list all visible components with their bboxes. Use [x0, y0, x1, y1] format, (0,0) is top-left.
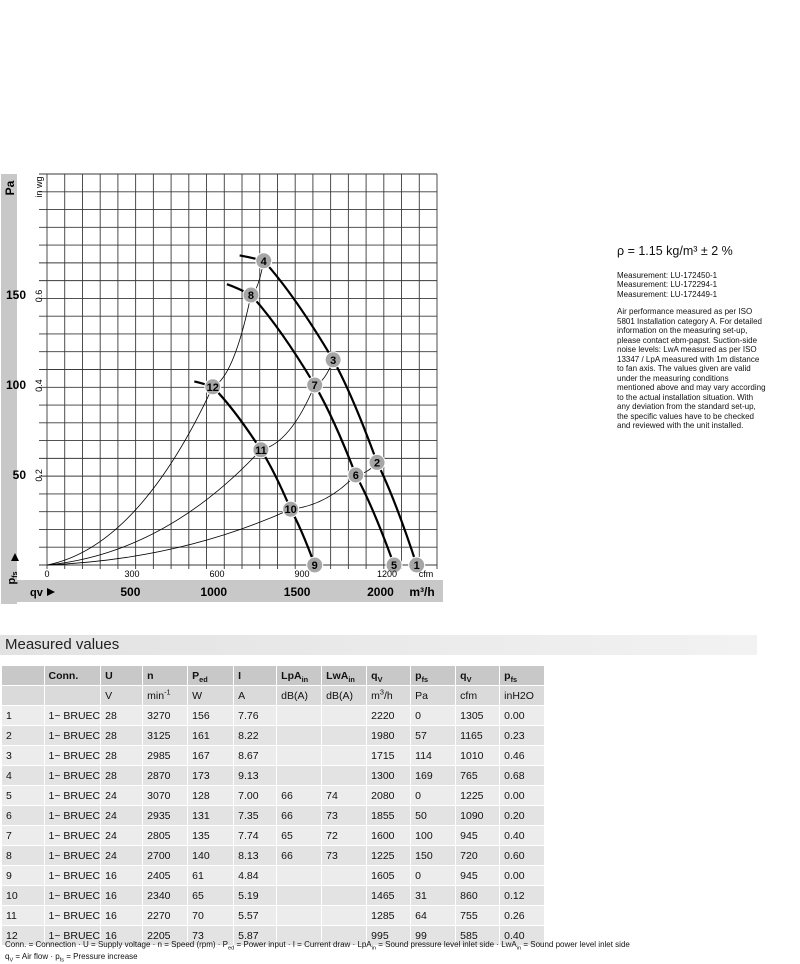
unit-cell: [234, 686, 277, 706]
table-row: [2, 906, 545, 926]
table-cell: 16: [101, 926, 143, 946]
unit-label: W: [192, 689, 203, 702]
table-cell: 24: [101, 846, 143, 866]
table-cell: [277, 726, 322, 746]
table-cell: 70: [188, 906, 234, 926]
table-cell: 4: [2, 766, 44, 786]
unit-label: min: [147, 689, 165, 702]
table-cell: 7.00: [234, 786, 277, 806]
table-cell: 1~ BRUEC: [44, 726, 101, 746]
table-cell: 0.00: [500, 866, 545, 886]
unit-cell: [367, 686, 411, 706]
x-tick-label-m3h: 1000: [200, 585, 228, 599]
table-cell: 1980: [367, 726, 411, 746]
table-cell: [322, 886, 367, 906]
table-cell: 74: [322, 786, 367, 806]
y-axis-title-inwg: in wg: [34, 176, 44, 198]
table-cell: 7.74: [234, 826, 277, 846]
y-tick-label-inwg: 0.6: [34, 289, 44, 303]
table-cell: 61: [188, 866, 234, 886]
table-cell: 1305: [456, 706, 500, 726]
column-header: [500, 666, 545, 686]
table-cell: 7.76: [234, 706, 277, 726]
marker-label: 2: [373, 457, 381, 470]
table-cell: 1: [2, 706, 44, 726]
column-header-label: q: [460, 669, 467, 682]
table-cell: 28: [101, 746, 143, 766]
table-cell: 1~ BRUEC: [44, 786, 101, 806]
table-cell: 9.13: [234, 766, 277, 786]
table-cell: 65: [188, 886, 234, 906]
table-cell: 9: [2, 866, 44, 886]
table-cell: 12: [2, 926, 44, 946]
operating-point-marker: [256, 253, 272, 269]
table-cell: 1855: [367, 806, 411, 826]
table-cell: 169: [411, 766, 456, 786]
x-unit-cfm: cfm: [418, 569, 434, 579]
table-units-row: [2, 686, 545, 706]
unit-label: dB(A): [281, 689, 308, 702]
marker-label: 9: [311, 560, 318, 572]
table-cell: 161: [188, 726, 234, 746]
table-cell: 3125: [143, 726, 188, 746]
table-cell: 0.68: [500, 766, 545, 786]
curves: [47, 255, 417, 565]
table-row: [2, 706, 545, 726]
x-tick-label-m3h: 500: [120, 585, 141, 599]
x-tick-label-cfm: 1200: [376, 569, 397, 579]
table-cell: 2205: [143, 926, 188, 946]
column-header: [234, 666, 277, 686]
table-legend: [5, 939, 630, 963]
column-header: [2, 666, 44, 686]
y-tick-label-pa: 100: [5, 378, 26, 392]
table-cell: 173: [188, 766, 234, 786]
table-cell: 1~ BRUEC: [44, 806, 101, 826]
unit-superscript: -1: [164, 687, 171, 696]
unit-cell: [143, 686, 188, 706]
unit-label: m: [371, 689, 380, 702]
column-header: [322, 666, 367, 686]
unit-cell: [101, 686, 143, 706]
marker-label: 1: [413, 560, 420, 572]
table-cell: [277, 886, 322, 906]
operating-point-marker: [205, 379, 221, 395]
table-cell: 73: [188, 926, 234, 946]
table-row: [2, 726, 545, 746]
table-cell: 1300: [367, 766, 411, 786]
table-cell: 5.57: [234, 906, 277, 926]
table-cell: 0.60: [500, 846, 545, 866]
operating-point-marker: [243, 287, 259, 303]
operating-point-marker: [325, 352, 341, 368]
table-cell: 73: [322, 846, 367, 866]
marker-label: 10: [284, 504, 297, 517]
system-curve: [47, 462, 377, 565]
system-curve: [47, 360, 333, 565]
column-header: [44, 666, 101, 686]
table-cell: 1~ BRUEC: [44, 846, 101, 866]
y-tick-label-pa: 50: [12, 468, 26, 482]
table-cell: 8.67: [234, 746, 277, 766]
table-cell: 995: [367, 926, 411, 946]
table-cell: 99: [411, 926, 456, 946]
table-cell: 28: [101, 726, 143, 746]
table-cell: 7: [2, 826, 44, 846]
column-header-label: p: [415, 669, 422, 682]
table-cell: 16: [101, 886, 143, 906]
table-cell: 2080: [367, 786, 411, 806]
column-header-label: P: [192, 669, 200, 682]
measured-values-table: [2, 666, 545, 946]
table-cell: 0.40: [500, 926, 545, 946]
legend-line-1: Conn. = Connection · U = Supply voltage · n = Speed $(rpm) \cdot P_{ed}$ = Power input · I = Current draw · LpA$_{in}$ = Sound pressure level inlet side · LwA$_{in}$ = Sound power level inlet side: [5, 940, 630, 952]
table-cell: 755: [456, 906, 500, 926]
operating-point-marker: [369, 454, 385, 470]
table-cell: 1~ BRUEC: [44, 866, 101, 886]
column-header-label: LpA: [281, 669, 302, 682]
column-header-label: p: [504, 669, 511, 682]
marker-label: 7: [311, 380, 318, 392]
table-cell: 0: [411, 786, 456, 806]
table-cell: 156: [188, 706, 234, 726]
table-cell: 31: [411, 886, 456, 906]
table-cell: 100: [411, 826, 456, 846]
column-header: [277, 666, 322, 686]
pfs-axis-symbol: pfs: [6, 571, 19, 585]
table-cell: 150: [411, 846, 456, 866]
table-cell: 5.87: [234, 926, 277, 946]
operating-point-markers: [205, 253, 425, 573]
table-cell: 1225: [456, 786, 500, 806]
column-header-label: LwA: [326, 669, 349, 682]
speed-curve: [227, 284, 394, 565]
table-row: [2, 886, 545, 906]
operating-point-marker: [307, 377, 323, 393]
table-cell: 8: [2, 846, 44, 866]
y-tick-label-pa: 150: [5, 288, 26, 302]
table-cell: 2805: [143, 826, 188, 846]
table-cell: 0.46: [500, 746, 545, 766]
table-cell: 0: [411, 706, 456, 726]
column-header-sub: V: [377, 674, 383, 684]
unit-label: Pa: [415, 689, 428, 702]
column-header: [456, 666, 500, 686]
table-cell: [322, 866, 367, 886]
table-cell: 1~ BRUEC: [44, 926, 101, 946]
measurement-id-1: Measurement: LU-172450-1: [617, 270, 718, 280]
table-cell: 72: [322, 826, 367, 846]
table-cell: 3: [2, 746, 44, 766]
unit-superscript: 3: [379, 687, 384, 696]
x-tick-label-cfm: 600: [209, 569, 225, 579]
table-cell: 1~ BRUEC: [44, 906, 101, 926]
table-cell: 28: [101, 766, 143, 786]
table-cell: 945: [456, 826, 500, 846]
table-cell: 167: [188, 746, 234, 766]
table-cell: 65: [277, 826, 322, 846]
table-cell: 860: [456, 886, 500, 906]
section-header: [0, 635, 757, 655]
unit-cell: [44, 686, 101, 706]
table-cell: 73: [322, 806, 367, 826]
table-cell: [277, 766, 322, 786]
table-cell: 10: [2, 886, 44, 906]
table-cell: 1~ BRUEC: [44, 766, 101, 786]
legend-line-2: $q_V$ = Air flow · $p_{fs}$ = Pressure increase: [5, 952, 138, 964]
unit-label: dB(A): [326, 689, 353, 702]
x-tick-label-m3h: 1500: [283, 585, 311, 599]
column-header-sub: V: [466, 674, 472, 684]
column-header-sub: fs: [510, 674, 518, 684]
table-cell: 1~ BRUEC: [44, 826, 101, 846]
unit-cell: [2, 686, 44, 706]
y-axis-title-pa: Pa: [3, 180, 17, 196]
table-cell: 2935: [143, 806, 188, 826]
column-header: [101, 666, 143, 686]
table-cell: [277, 746, 322, 766]
table-cell: 1285: [367, 906, 411, 926]
table-cell: 16: [101, 906, 143, 926]
operating-point-marker: [253, 442, 269, 458]
x-tick-label-cfm: 300: [124, 569, 140, 579]
table-cell: 2405: [143, 866, 188, 886]
measurement-id-2: Measurement: LU-172294-1: [617, 280, 718, 289]
table-cell: 135: [188, 826, 234, 846]
table-cell: [277, 906, 322, 926]
table-cell: [322, 906, 367, 926]
air-density: ρ = 1.15 kg/m³ ± 2 %: [617, 244, 733, 258]
unit-label: cfm: [460, 689, 478, 702]
table-cell: 2220: [367, 706, 411, 726]
marker-label: 4: [260, 255, 267, 268]
table-cell: 24: [101, 826, 143, 846]
table-cell: 0: [411, 866, 456, 886]
column-header: [143, 666, 188, 686]
table-cell: 0.20: [500, 806, 545, 826]
unit-suffix: /h: [384, 689, 393, 702]
operating-point-marker: [283, 501, 299, 517]
table-cell: 2870: [143, 766, 188, 786]
marker-label: 5: [390, 560, 398, 572]
qv-axis-symbol: qv: [30, 587, 43, 599]
table-cell: 1~ BRUEC: [44, 886, 101, 906]
marker-label: 3: [330, 354, 337, 367]
table-cell: 765: [456, 766, 500, 786]
table-cell: 1165: [456, 726, 500, 746]
table-cell: 6: [2, 806, 44, 826]
marker-label: 12: [206, 381, 219, 394]
table-cell: 2340: [143, 886, 188, 906]
operating-point-marker: [348, 467, 364, 483]
pfs-axis-symbol-sub: fs: [12, 571, 19, 578]
unit-label: A: [238, 689, 246, 702]
column-header-label: q: [371, 669, 378, 682]
table-row: [2, 846, 545, 866]
unit-cell: [188, 686, 234, 706]
table-cell: 585: [456, 926, 500, 946]
table-header-row: [2, 666, 545, 686]
table-cell: 128: [188, 786, 234, 806]
table-cell: 7.35: [234, 806, 277, 826]
speed-curve: [194, 381, 314, 565]
table-cell: 720: [456, 846, 500, 866]
unit-cell: [500, 686, 545, 706]
table-cell: 28: [101, 706, 143, 726]
column-header-sub: in: [348, 674, 355, 684]
table-cell: 140: [188, 846, 234, 866]
table-cell: 2270: [143, 906, 188, 926]
table-cell: [322, 746, 367, 766]
table-cell: [322, 766, 367, 786]
unit-label: inH2O: [504, 689, 534, 702]
table-cell: 64: [411, 906, 456, 926]
table-cell: 8.13: [234, 846, 277, 866]
table-row: [2, 806, 545, 826]
unit-cell: [277, 686, 322, 706]
table-cell: 11: [2, 906, 44, 926]
table-cell: 66: [277, 806, 322, 826]
table-cell: 3070: [143, 786, 188, 806]
unit-cell: [456, 686, 500, 706]
table-cell: 0.26: [500, 906, 545, 926]
table-cell: 1010: [456, 746, 500, 766]
table-cell: 66: [277, 846, 322, 866]
table-cell: 131: [188, 806, 234, 826]
table-cell: 66: [277, 786, 322, 806]
table-row: [2, 766, 545, 786]
column-header: [367, 666, 411, 686]
column-header-label: U: [105, 669, 113, 682]
system-curve: [47, 261, 264, 565]
table-cell: 4.84: [234, 866, 277, 886]
measurement-note: Air performance measured as per ISO 5801 Installation category A. For detailed information on the measuring set-up, please contact ebm-papst. Suction-side noise levels: LwA measured as per ISO 13347 / LpA measured with 1m distance to fan axis. The values given are valid under the measuring conditions mentioned above and may vary according to the actual installation situation. With any deviation from the standard set-up, the specific values have to be checked and reviewed with the unit installed.: [617, 307, 766, 430]
table-cell: 945: [456, 866, 500, 886]
table-cell: 1225: [367, 846, 411, 866]
table-cell: [322, 706, 367, 726]
y-tick-label-inwg: 0.2: [34, 469, 44, 482]
table-cell: 114: [411, 746, 456, 766]
info-panel: [617, 244, 767, 431]
table-cell: 1465: [367, 886, 411, 906]
table-cell: 8.22: [234, 726, 277, 746]
table-cell: [322, 726, 367, 746]
table-cell: 5: [2, 786, 44, 806]
table-cell: 0.23: [500, 726, 545, 746]
column-header-label: Conn.: [48, 669, 79, 682]
unit-cell: [322, 686, 367, 706]
x-tick-label-cfm: 900: [294, 569, 310, 579]
table-row: [2, 786, 545, 806]
column-header-label: n: [147, 669, 154, 682]
table-cell: 24: [101, 786, 143, 806]
column-header-sub: fs: [421, 674, 429, 684]
table-cell: 0.12: [500, 886, 545, 906]
grid: [39, 174, 437, 569]
table-cell: 16: [101, 866, 143, 886]
marker-label: 8: [247, 290, 255, 302]
table-cell: 1~ BRUEC: [44, 706, 101, 726]
table-cell: 24: [101, 806, 143, 826]
measurement-id-3: Measurement: LU-172449-1: [617, 289, 718, 299]
table-cell: 57: [411, 726, 456, 746]
table-cell: 0.40: [500, 826, 545, 846]
table-cell: 1~ BRUEC: [44, 746, 101, 766]
table-cell: 3270: [143, 706, 188, 726]
x-unit-m3h: m³/h: [409, 585, 435, 599]
column-header: [188, 666, 234, 686]
column-header-label: I: [238, 669, 242, 682]
marker-label: 11: [255, 444, 267, 457]
table-row: [2, 826, 545, 846]
table-cell: 0.00: [500, 706, 545, 726]
y-tick-label-inwg: 0.4: [34, 379, 44, 392]
x-tick-label-cfm: 0: [44, 569, 50, 579]
marker-label: 6: [352, 470, 359, 482]
column-header-sub: in: [301, 674, 309, 684]
table-cell: 1090: [456, 806, 500, 826]
column-header: [411, 666, 456, 686]
table-cell: [277, 706, 322, 726]
table-cell: 2: [2, 726, 44, 746]
unit-label: V: [105, 689, 113, 702]
table-cell: 1715: [367, 746, 411, 766]
table-row: [2, 866, 545, 886]
table-row: [2, 746, 545, 766]
section-title: Measured values: [5, 636, 120, 653]
table-cell: 1600: [367, 826, 411, 846]
table-cell: 0.00: [500, 786, 545, 806]
table-cell: 5.19: [234, 886, 277, 906]
x-tick-label-m3h: 2000: [367, 585, 394, 599]
table-cell: 2985: [143, 746, 188, 766]
table-cell: 2700: [143, 846, 188, 866]
table-cell: [277, 866, 322, 886]
unit-cell: [411, 686, 456, 706]
table-cell: 1605: [367, 866, 411, 886]
column-header-sub: ed: [199, 674, 208, 684]
table-cell: 50: [411, 806, 456, 826]
